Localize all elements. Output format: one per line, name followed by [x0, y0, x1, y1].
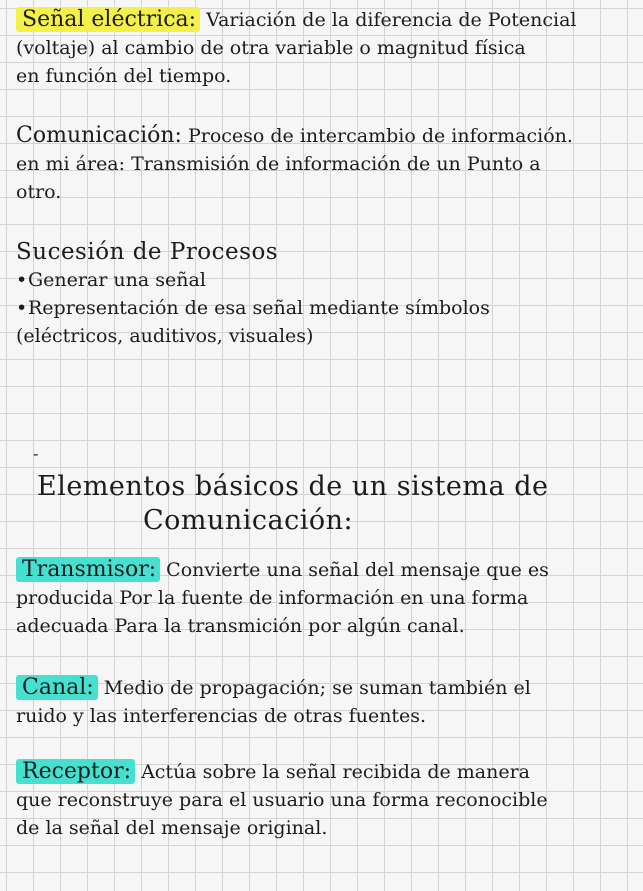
receptor-line-1 [16, 758, 617, 786]
senal-line-3: en función del tiempo. [16, 65, 232, 87]
term-canal: Canal: [16, 675, 98, 700]
definition-transmisor [16, 556, 617, 640]
transmisor-line-3: adecuada Para la transmición por algún canal. [16, 615, 465, 637]
comunicacion-definition-start: Proceso de intercambio de información. [181, 125, 573, 147]
term-comunicacion: Comunicación: [16, 123, 182, 148]
canal-definition-start: Medio de propagación; se suman también el [97, 677, 531, 699]
term-senal-electrica: Señal eléctrica: [16, 7, 200, 32]
definition-canal [16, 674, 617, 730]
transmisor-definition-start: Convierte una señal del mensaje que es [160, 559, 549, 581]
receptor-definition-start: Actúa sobre la señal recibida de manera [135, 761, 531, 783]
receptor-line-3: de la señal del mensaje original. [16, 817, 328, 839]
elementos-title-line-1: Elementos básicos de un sistema de [37, 471, 549, 502]
list-item-continuation: (eléctricos, auditivos, visuales) [16, 325, 314, 347]
definition-comunicacion [16, 122, 617, 206]
term-receptor: Receptor: [16, 759, 135, 784]
comunicacion-line-2: en mi área: Transmisión de información de un Punto a [16, 153, 541, 175]
list-item-text: Generar una señal [28, 269, 206, 291]
comunicacion-line-1 [16, 122, 617, 150]
elementos-title-line-2: Comunicación: [143, 505, 354, 536]
definition-receptor [16, 758, 617, 842]
list-item [16, 294, 617, 322]
procesos-heading: Sucesión de Procesos [16, 239, 279, 265]
definition-senal-electrica [16, 6, 617, 90]
senal-line-1 [16, 6, 617, 34]
list-item [16, 266, 617, 294]
canal-line-1 [16, 674, 617, 702]
bullet-dot: • [16, 297, 28, 319]
senal-line-2: (voltaje) al cambio de otra variable o magnitud física [16, 37, 526, 59]
term-transmisor: Transmisor: [16, 557, 160, 582]
canal-line-2: ruido y las interferencias de otras fuentes. [16, 705, 427, 727]
bullet-dot: • [16, 269, 28, 291]
receptor-line-2: que reconstruye para el usuario una forma reconocible [16, 789, 548, 811]
transmisor-line-2: producida Por la fuente de información en una forma [16, 587, 529, 609]
list-item-text: Representación de esa señal mediante símbolos [28, 297, 490, 319]
procesos-section [16, 238, 617, 350]
transmisor-line-1 [16, 556, 617, 584]
comunicacion-line-3: otro. [16, 181, 62, 203]
stray-dash-mark: - [33, 444, 39, 463]
senal-definition-start: Variación de la diferencia de Potencial [200, 9, 577, 31]
